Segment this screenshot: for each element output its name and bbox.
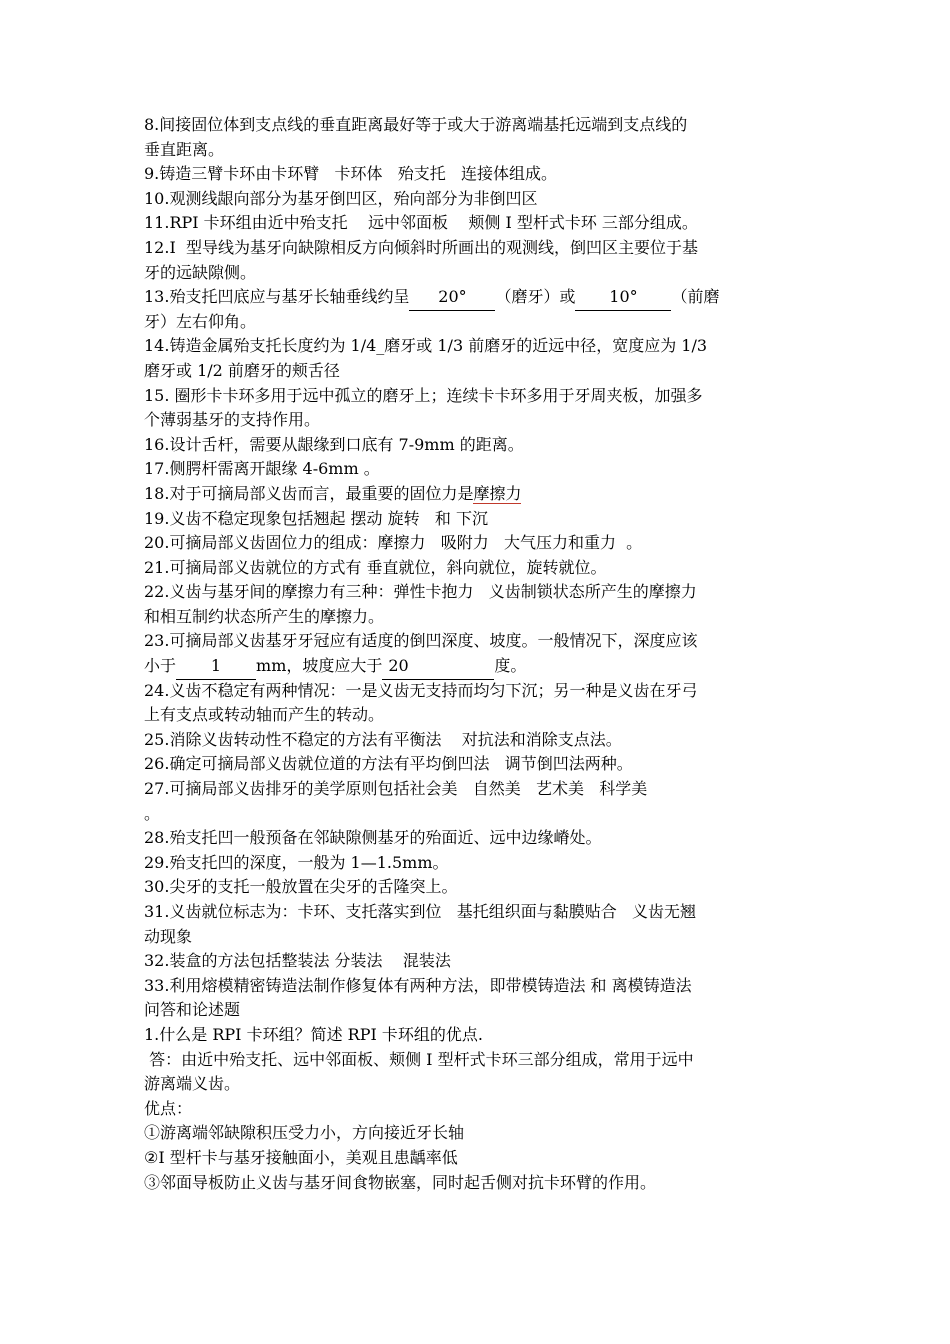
text-line: 优点： <box>144 1098 193 1118</box>
text-line: 10.观测线龈向部分为基牙倒凹区，殆向部分为非倒凹区 <box>144 188 538 208</box>
answer-value: 10° <box>609 287 638 307</box>
section-heading: 问答和论述题 <box>144 1000 241 1020</box>
text-line: 33.利用熔模精密铸造法制作修复体有两种方法，即带模铸造法 和 离模铸造法 <box>144 975 692 995</box>
text-line: 个薄弱基牙的支持作用。 <box>144 410 321 430</box>
answer-value: 20 <box>388 656 409 676</box>
text-line: 17.侧腭杆需离开龈缘 4-6mm 。 <box>144 459 380 479</box>
text-line: 25.消除义齿转动性不稳定的方法有平衡法 对抗法和消除支点法。 <box>144 729 622 749</box>
text-line: 牙的远缺隙侧。 <box>144 262 257 282</box>
text-line: 19.义齿不稳定现象包括翘起 摆动 旋转 和 下沉 <box>144 508 488 528</box>
text-line: 24.义齿不稳定有两种情况：一是义齿无支持而均匀下沉；另一种是义齿在牙弓 <box>144 680 698 700</box>
text-line: 15. 圈形卡卡环多用于远中孤立的磨牙上；连续卡卡环多用于牙周夹板，加强多 <box>144 385 703 405</box>
text-line: 牙）左右仰角。 <box>144 311 257 331</box>
text-fragment: 小于 <box>144 656 177 676</box>
text-line: 12.I 型导线为基牙向缺隙相反方向倾斜时所画出的观测线，倒凹区主要位于基 <box>144 237 698 257</box>
text-line: 1.什么是 RPI 卡环组？简述 RPI 卡环组的优点. <box>144 1024 483 1044</box>
text-line: 23.可摘局部义齿基牙牙冠应有适度的倒凹深度、坡度。一般情况下，深度应该 <box>144 631 698 651</box>
text-fragment: 度。 <box>494 656 527 676</box>
text-line: 22.义齿与基牙间的摩擦力有三种：弹性卡抱力 义齿制锁状态所产生的摩擦力 <box>144 582 697 602</box>
text-line: 30.尖牙的支托一般放置在尖牙的舌隆突上。 <box>144 877 458 897</box>
list-item: ①游离端邻缺隙积压受力小，方向接近牙长轴 <box>144 1123 465 1143</box>
text-line: 8.间接固位体到支点线的垂直距离最好等于或大于游离端基托远端到支点线的 <box>144 115 688 134</box>
blank-answer <box>382 654 494 680</box>
text-line: 27.可摘局部义齿排牙的美学原则包括社会美 自然美 艺术美 科学美 <box>144 779 648 799</box>
text-fragment: （磨牙）或 <box>495 287 576 307</box>
text-line: 游离端义齿。 <box>144 1074 241 1094</box>
text-line: 29.殆支托凹的深度，一般为 1—1.5mm。 <box>144 852 449 872</box>
text-line: 和相互制约状态所产生的摩擦力。 <box>144 606 385 626</box>
text-line: 9.铸造三臂卡环由卡环臂 卡环体 殆支托 连接体组成。 <box>144 164 558 184</box>
text-line: 11.RPI 卡环组由近中殆支托 远中邻面板 颊侧 I 型杆式卡环 三部分组成。 <box>144 213 698 233</box>
blank-answer <box>176 654 256 680</box>
answer-value: 20° <box>438 287 467 307</box>
list-item: ②I 型杆卡与基牙接触面小，美观且患龋率低 <box>144 1147 458 1167</box>
text-line: 26.确定可摘局部义齿就位道的方法有平均倒凹法 调节倒凹法两种。 <box>144 754 633 774</box>
text-line: 31.义齿就位标志为：卡环、支托落实到位 基托组织面与黏膜贴合 义齿无翘 <box>144 902 696 921</box>
text-line: 动现象 <box>144 926 193 946</box>
text-line: 。 <box>144 803 161 823</box>
text-line: 32.装盒的方法包括整装法 分装法 混装法 <box>144 951 451 971</box>
text-fragment: 13.殆支托凹底应与基牙长轴垂线约呈 <box>144 287 410 307</box>
text-line: 28.殆支托凹一般预备在邻缺隙侧基牙的殆面近、远中边缘嵴处。 <box>144 828 602 848</box>
blank-answer <box>575 285 671 311</box>
text-line: 20.可摘局部义齿固位力的组成：摩擦力 吸附力 大气压力和重力 。 <box>144 533 643 553</box>
text-fragment: mm，坡度应大于 <box>256 656 383 676</box>
text-line: 上有支点或转动轴而产生的转动。 <box>144 705 385 725</box>
text-line: 答：由近中殆支托、远中邻面板、颊侧 I 型杆式卡环三部分组成，常用于远中 <box>144 1049 694 1069</box>
text-line <box>144 285 812 310</box>
text-line: 磨牙或 1/2 前磨牙的颊舌径 <box>144 360 340 380</box>
text-fragment: 18.对于可摘局部义齿而言，最重要的固位力是 <box>144 483 474 503</box>
text-line <box>144 654 812 679</box>
text-fragment: （前磨 <box>671 287 720 307</box>
text-line: 14.铸造金属殆支托长度约为 1/4_磨牙或 1/3 前磨牙的近远中径，宽度应为 1/3 <box>144 336 708 356</box>
text-line: 垂直距离。 <box>144 139 225 159</box>
text-line: 16.设计舌杆，需要从龈缘到口底有 7-9mm 的距离。 <box>144 434 524 454</box>
answer-value: 摩擦力 <box>473 483 522 503</box>
text-line <box>144 482 812 507</box>
document-body <box>144 113 812 1195</box>
text-line: 21.可摘局部义齿就位的方式有 垂直就位，斜向就位，旋转就位。 <box>144 557 607 577</box>
blank-answer <box>409 285 495 311</box>
answer-value: 1 <box>210 656 222 676</box>
list-item: ③邻面导板防止义齿与基牙间食物嵌塞，同时起舌侧对抗卡环臂的作用。 <box>144 1172 657 1192</box>
